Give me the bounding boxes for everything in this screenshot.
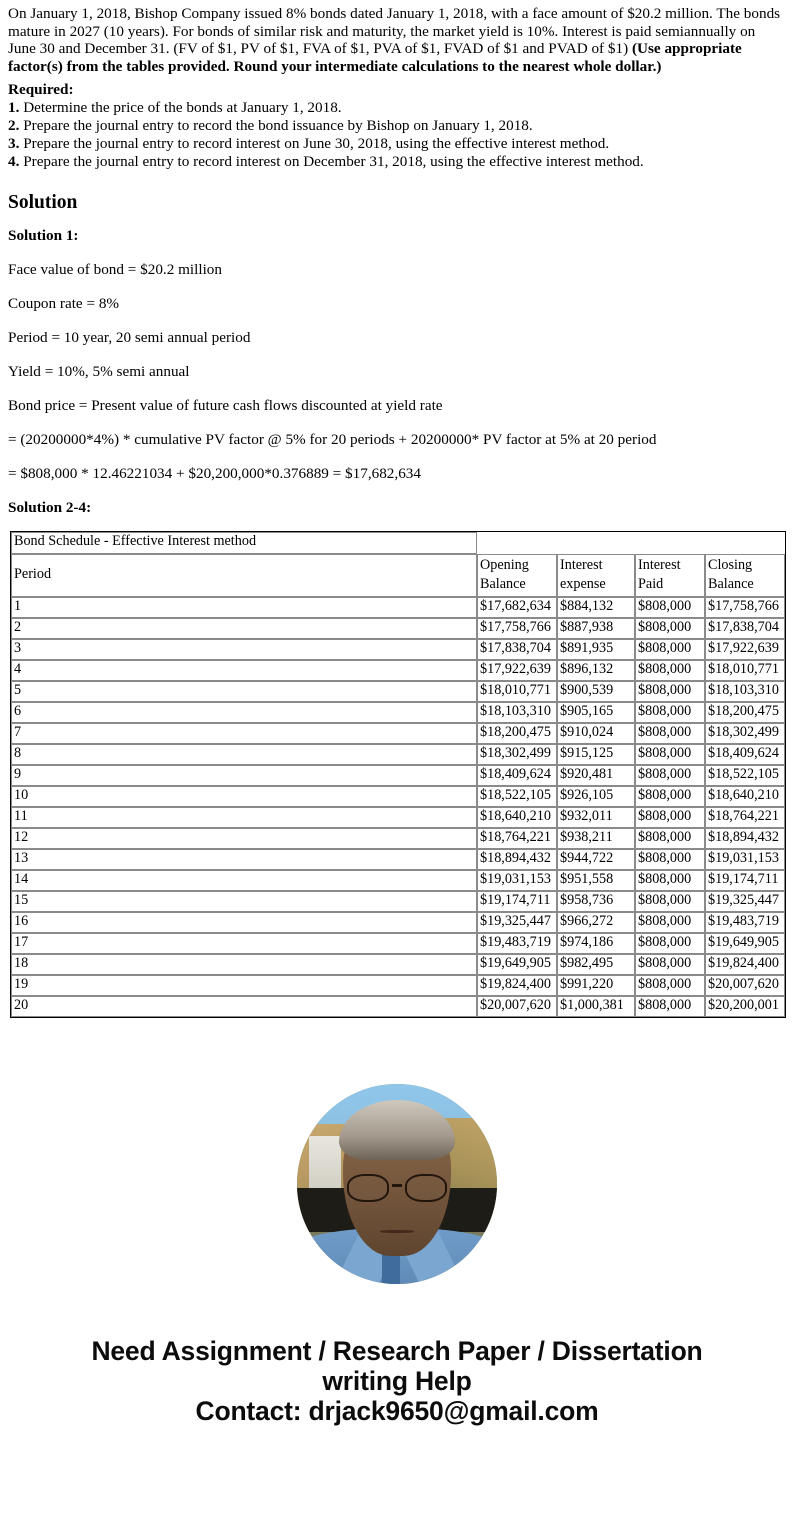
required-item-1	[8, 99, 786, 117]
solution-line-3: Period = 10 year, 20 semi annual period	[8, 329, 251, 347]
cell-closing-balance: $19,031,153	[705, 849, 785, 870]
cell-period: 12	[11, 828, 477, 849]
cta-line-2: writing Help	[322, 1366, 472, 1397]
cell-closing-balance: $17,758,766	[705, 597, 785, 618]
cell-period: 2	[11, 618, 477, 639]
cell-period: 14	[11, 870, 477, 891]
solution-line-1: Face value of bond = $20.2 million	[8, 261, 222, 279]
required-item-2-text: Prepare the journal entry to record the bond issuance by Bishop on January 1, 2018.	[23, 117, 533, 135]
column-header-expense-line2: expense	[560, 576, 606, 593]
cell-period: 3	[11, 639, 477, 660]
required-item-4	[8, 153, 786, 171]
avatar-mouth	[380, 1230, 414, 1233]
problem-statement	[8, 5, 786, 75]
cell-interest-expense: $938,211	[557, 828, 635, 849]
cell-interest-expense: $966,272	[557, 912, 635, 933]
cell-opening-balance: $18,894,432	[477, 849, 557, 870]
cell-opening-balance: $20,007,620	[477, 996, 557, 1017]
cell-period: 5	[11, 681, 477, 702]
cell-opening-balance: $18,200,475	[477, 723, 557, 744]
cell-period: 19	[11, 975, 477, 996]
cell-opening-balance: $19,483,719	[477, 933, 557, 954]
required-heading: Required:	[8, 81, 74, 99]
cell-interest-expense: $926,105	[557, 786, 635, 807]
required-item-2-number: 2.	[8, 117, 20, 135]
cell-period: 9	[11, 765, 477, 786]
cell-interest-paid: $808,000	[635, 870, 705, 891]
cell-closing-balance: $18,894,432	[705, 828, 785, 849]
table-row	[11, 744, 785, 765]
column-header-opening-line1: Opening	[480, 557, 529, 574]
cta-line-1: Need Assignment / Research Paper / Dissertation	[91, 1336, 703, 1367]
cell-period: 10	[11, 786, 477, 807]
cell-closing-balance: $18,640,210	[705, 786, 785, 807]
cell-closing-balance: $18,409,624	[705, 744, 785, 765]
cell-opening-balance: $18,010,771	[477, 681, 557, 702]
cell-interest-paid: $808,000	[635, 702, 705, 723]
table-title-blank-3	[635, 532, 705, 554]
column-header-period: Period	[11, 554, 477, 597]
cell-interest-paid: $808,000	[635, 786, 705, 807]
cell-interest-paid: $808,000	[635, 891, 705, 912]
cell-opening-balance: $18,764,221	[477, 828, 557, 849]
cell-interest-expense: $900,539	[557, 681, 635, 702]
required-list	[8, 99, 786, 171]
avatar-container	[8, 1084, 786, 1284]
cell-interest-expense: $1,000,381	[557, 996, 635, 1017]
table-row	[11, 786, 785, 807]
problem-statement-text: On January 1, 2018, Bishop Company issued 8% bonds dated January 1, 2018, with a face amount of $20.2 million. The bonds mature in 2027 (10 years). For bonds of similar risk and maturity, the market yield is 10%. Interest is paid semiannually on June 30 and December 31. (FV of $1, PV of $1, FVA of $1, PVA of $1, FVAD of $1 and PVAD of $1)	[8, 5, 781, 58]
cell-closing-balance: $17,922,639	[705, 639, 785, 660]
cell-period: 8	[11, 744, 477, 765]
cell-period: 15	[11, 891, 477, 912]
cell-opening-balance: $19,031,153	[477, 870, 557, 891]
cell-interest-expense: $991,220	[557, 975, 635, 996]
table-title-blank-4	[705, 532, 785, 554]
cell-interest-paid: $808,000	[635, 807, 705, 828]
cell-closing-balance: $17,838,704	[705, 618, 785, 639]
avatar-eyeglasses-right-lens	[405, 1174, 447, 1202]
table-row	[11, 597, 785, 618]
cell-closing-balance: $18,200,475	[705, 702, 785, 723]
table-row	[11, 807, 785, 828]
solution-line-6: = (20200000*4%) * cumulative PV factor @ 5% for 20 periods + 20200000* PV factor at 5% at 20 period	[8, 431, 657, 449]
contact-cta	[8, 1336, 786, 1426]
cell-opening-balance: $17,838,704	[477, 639, 557, 660]
table-row	[11, 681, 785, 702]
cell-period: 6	[11, 702, 477, 723]
table-title-blank-1	[477, 532, 557, 554]
cell-period: 4	[11, 660, 477, 681]
table-row	[11, 870, 785, 891]
avatar-tie	[382, 1252, 400, 1284]
avatar	[297, 1084, 497, 1284]
table-row	[11, 765, 785, 786]
cell-interest-paid: $808,000	[635, 639, 705, 660]
avatar-background-panel	[309, 1136, 341, 1196]
cell-opening-balance: $18,302,499	[477, 744, 557, 765]
column-header-closing-line1: Closing	[708, 557, 753, 574]
table-row	[11, 702, 785, 723]
table-row	[11, 828, 785, 849]
bond-schedule-rows	[11, 597, 785, 1017]
required-item-1-number: 1.	[8, 99, 20, 117]
solution-line-7: = $808,000 * 12.46221034 + $20,200,000*0.376889 = $17,682,634	[8, 465, 421, 483]
cell-opening-balance: $18,522,105	[477, 786, 557, 807]
required-item-3	[8, 135, 786, 153]
cell-interest-expense: $905,165	[557, 702, 635, 723]
required-item-1-text: Determine the price of the bonds at January 1, 2018.	[23, 99, 342, 117]
cell-interest-paid: $808,000	[635, 681, 705, 702]
table-row	[11, 891, 785, 912]
cell-interest-expense: $958,736	[557, 891, 635, 912]
cell-opening-balance: $18,103,310	[477, 702, 557, 723]
cell-closing-balance: $19,483,719	[705, 912, 785, 933]
avatar-eyeglasses-left-lens	[347, 1174, 389, 1202]
solution-heading: Solution	[8, 192, 78, 214]
cell-closing-balance: $18,302,499	[705, 723, 785, 744]
table-row	[11, 996, 785, 1017]
cell-opening-balance: $19,174,711	[477, 891, 557, 912]
cta-line-3: Contact: drjack9650@gmail.com	[195, 1396, 599, 1427]
cell-closing-balance: $19,174,711	[705, 870, 785, 891]
table-title-cell: Bond Schedule - Effective Interest method	[11, 532, 477, 554]
cell-interest-expense: $896,132	[557, 660, 635, 681]
cell-interest-expense: $982,495	[557, 954, 635, 975]
table-row	[11, 912, 785, 933]
cell-opening-balance: $18,640,210	[477, 807, 557, 828]
table-row	[11, 933, 785, 954]
cell-interest-expense: $974,186	[557, 933, 635, 954]
cell-period: 18	[11, 954, 477, 975]
cell-opening-balance: $18,409,624	[477, 765, 557, 786]
cell-period: 1	[11, 597, 477, 618]
bond-schedule-body	[11, 532, 785, 597]
required-item-4-text: Prepare the journal entry to record interest on December 31, 2018, using the effective interest method.	[23, 153, 644, 171]
cell-interest-paid: $808,000	[635, 723, 705, 744]
cell-opening-balance: $19,824,400	[477, 975, 557, 996]
cell-closing-balance: $19,325,447	[705, 891, 785, 912]
table-row	[11, 660, 785, 681]
cell-period: 17	[11, 933, 477, 954]
column-header-paid-line1: Interest	[638, 557, 681, 574]
cell-interest-paid: $808,000	[635, 996, 705, 1017]
cell-closing-balance: $19,824,400	[705, 954, 785, 975]
solution-line-5: Bond price = Present value of future cash flows discounted at yield rate	[8, 397, 443, 415]
cell-closing-balance: $18,764,221	[705, 807, 785, 828]
cell-interest-expense: $887,938	[557, 618, 635, 639]
table-row	[11, 954, 785, 975]
cell-interest-expense: $944,722	[557, 849, 635, 870]
required-item-4-number: 4.	[8, 153, 20, 171]
cell-interest-paid: $808,000	[635, 975, 705, 996]
cell-interest-paid: $808,000	[635, 765, 705, 786]
cell-period: 11	[11, 807, 477, 828]
bond-schedule-table-wrapper	[10, 531, 786, 1018]
cell-period: 7	[11, 723, 477, 744]
cell-closing-balance: $19,649,905	[705, 933, 785, 954]
solution-1-heading: Solution 1:	[8, 227, 79, 245]
cell-interest-expense: $951,558	[557, 870, 635, 891]
cell-period: 20	[11, 996, 477, 1017]
cell-opening-balance: $19,649,905	[477, 954, 557, 975]
cell-interest-paid: $808,000	[635, 618, 705, 639]
cell-interest-expense: $910,024	[557, 723, 635, 744]
solution-2-4-heading: Solution 2-4:	[8, 499, 92, 517]
cell-interest-paid: $808,000	[635, 597, 705, 618]
table-row	[11, 639, 785, 660]
solution-line-2: Coupon rate = 8%	[8, 295, 120, 313]
avatar-eyeglasses-bridge	[392, 1184, 402, 1187]
required-item-3-number: 3.	[8, 135, 20, 153]
table-header-row	[11, 554, 785, 597]
cell-interest-paid: $808,000	[635, 828, 705, 849]
cell-interest-expense: $884,132	[557, 597, 635, 618]
cell-interest-expense: $920,481	[557, 765, 635, 786]
table-row	[11, 618, 785, 639]
column-header-paid-line2: Paid	[638, 576, 664, 593]
cell-interest-paid: $808,000	[635, 849, 705, 870]
column-header-opening-line2: Balance	[480, 576, 526, 593]
cell-interest-expense: $915,125	[557, 744, 635, 765]
cell-period: 13	[11, 849, 477, 870]
table-row	[11, 723, 785, 744]
cell-interest-paid: $808,000	[635, 912, 705, 933]
column-header-closing-line2: Balance	[708, 576, 754, 593]
bond-schedule-table	[10, 531, 786, 1018]
table-title-blank-2	[557, 532, 635, 554]
table-row	[11, 975, 785, 996]
table-row	[11, 849, 785, 870]
cell-opening-balance: $17,758,766	[477, 618, 557, 639]
solution-line-4: Yield = 10%, 5% semi annual	[8, 363, 190, 381]
column-header-expense-line1: Interest	[560, 557, 603, 574]
cell-closing-balance: $20,007,620	[705, 975, 785, 996]
column-header-interest-paid	[635, 554, 705, 597]
required-item-3-text: Prepare the journal entry to record interest on June 30, 2018, using the effective interest method.	[23, 135, 610, 153]
cell-opening-balance: $17,922,639	[477, 660, 557, 681]
cell-interest-paid: $808,000	[635, 954, 705, 975]
cell-closing-balance: $18,522,105	[705, 765, 785, 786]
problem-statement-instruction: (Use appropriate factor(s) from the tables provided. Round your intermediate calculations to the nearest whole dollar.)	[8, 40, 742, 75]
cell-period: 16	[11, 912, 477, 933]
column-header-closing-balance	[705, 554, 785, 597]
cell-interest-paid: $808,000	[635, 744, 705, 765]
cell-opening-balance: $17,682,634	[477, 597, 557, 618]
column-header-opening-balance	[477, 554, 557, 597]
cell-closing-balance: $20,200,001	[705, 996, 785, 1017]
cell-closing-balance: $18,103,310	[705, 681, 785, 702]
cell-interest-paid: $808,000	[635, 933, 705, 954]
column-header-interest-expense	[557, 554, 635, 597]
cell-interest-paid: $808,000	[635, 660, 705, 681]
cell-interest-expense: $932,011	[557, 807, 635, 828]
cell-interest-expense: $891,935	[557, 639, 635, 660]
table-title-row	[11, 532, 785, 554]
cell-opening-balance: $19,325,447	[477, 912, 557, 933]
cell-closing-balance: $18,010,771	[705, 660, 785, 681]
required-item-2	[8, 117, 786, 135]
